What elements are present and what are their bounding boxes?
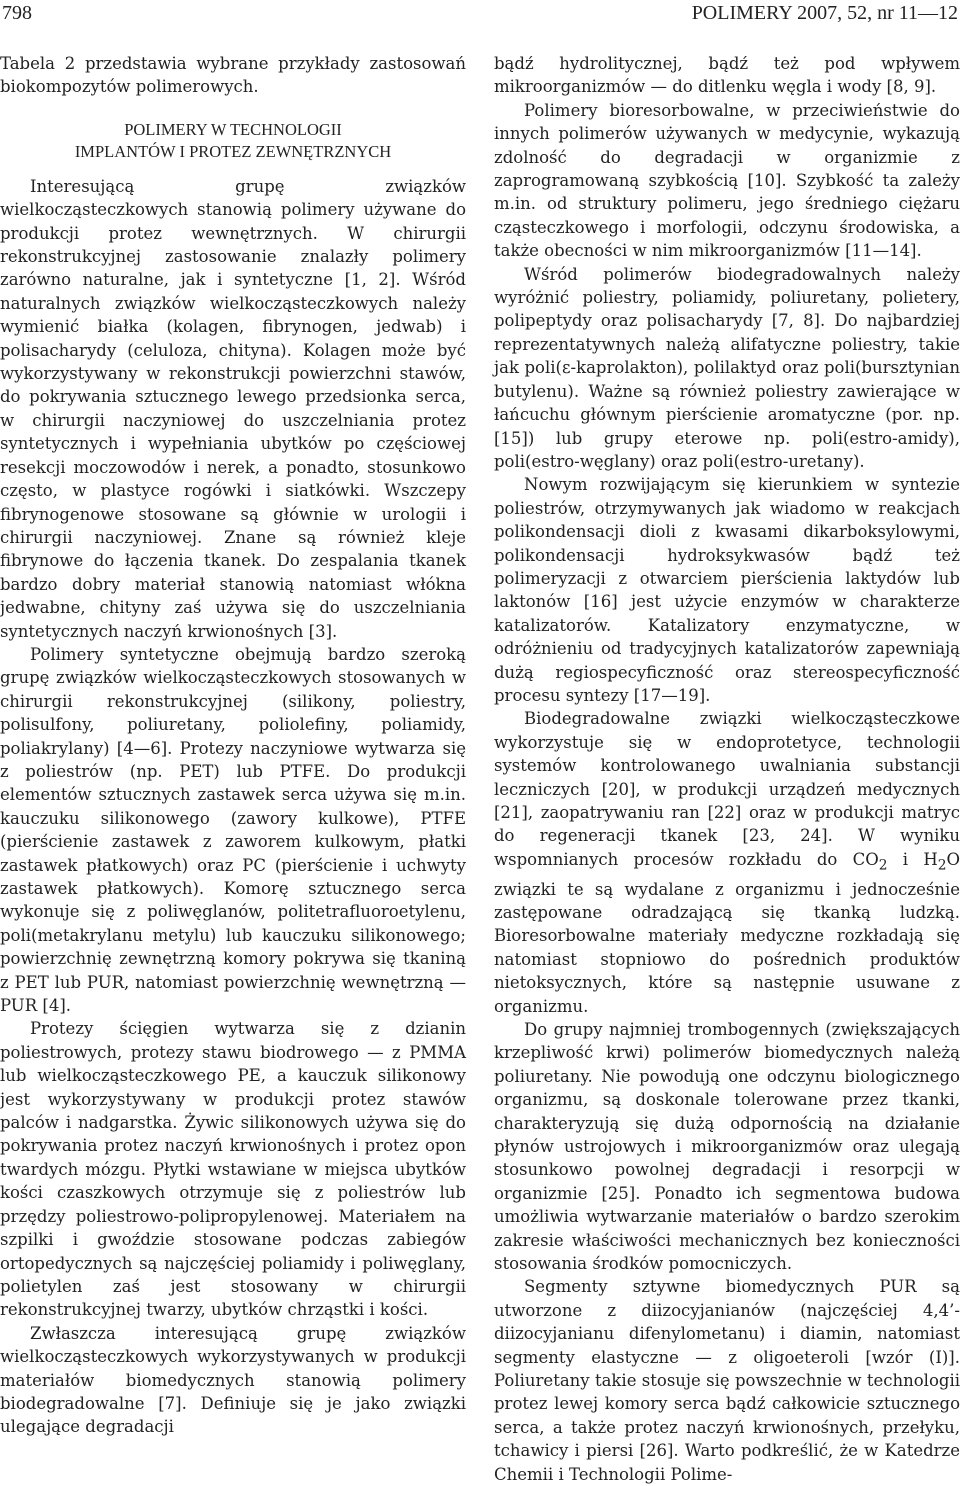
- paragraph: Nowym rozwijającym się kierunkiem w syntezie poliestrów, otrzymywanych jak wiadomo w reakcjach polikondensacji dioli z kwasami dikarboksylowymi, polikondensacji hydroksykwasów bądź też polimeryzacji z otwarciem pierścienia laktydów lub laktonów [16] jest użycie enzymów w charakterze katalizatorów. Katalizatory enzymatyczne, w odróżnieniu od tradycyjnych katalizatorów zapewniają dużą regiospecyficzność oraz stereospecyficzność procesu syntezy [17—19].: [494, 475, 960, 705]
- paragraph-text: i H: [887, 849, 938, 869]
- journal-reference: POLIMERY 2007, 52, nr 11—12: [691, 2, 958, 24]
- intro-paragraph: Tabela 2 przedstawia wybrane przykłady zastosowań biokompozytów polimerowych.: [0, 54, 466, 97]
- paragraph: Zwłaszcza interesującą grupę związków wielkocząsteczkowych wykorzystywanych w produkcji materiałów biomedycznych stanowią polimery biodegradowalne [7]. Definiuje się je jako związki ulegające degradacji: [0, 1323, 466, 1437]
- right-column: [494, 52, 960, 1486]
- section-heading-line1: POLIMERY W TECHNOLOGII: [124, 119, 342, 139]
- paragraph: Polimery syntetyczne obejmują bardzo szeroką grupę związków wielkocząsteczkowych stosowanych w chirurgii rekonstrukcyjnej (silikony, poliestry, polisulfony, poliuretany, poliolefiny, poliamidy, poliakrylany) [4—6]. Protezy naczyniowe wytwarza się z poliestrów (np. PET) lub PTFE. Do produkcji elementów sztucznych zastawek serca używa się m.in. kauczuku silikonowego (zawory kulkowe), PTFE (pierścienie zastawek z zaworem kulkowym, płatki zastawek płatkowych) oraz PC (pierścienie i uchwyty zastawek płatkowych). Komorę sztucznego serca wykonuje się z poliwęglanów, politetrafluoroetylenu, poli(metakrylanu metylu) lub kauczuku silikonowego; powierzchnię zewnętrzną komory pokrywa się tkaniną z PET lub PUR, natomiast powierzchnię wewnętrzną — PUR [4].: [0, 644, 466, 1016]
- section-heading-line2: IMPLANTÓW I PROTEZ ZEWNĘTRZNYCH: [74, 141, 392, 161]
- continued-paragraph: bądź hydrolitycznej, bądź też pod wpływem mikroorganizmów — do ditlenku węgla i wody [8, 9].: [494, 54, 960, 97]
- paragraph: Wśród polimerów biodegradowalnych należy wyróżnić poliestry, poliamidy, poliuretany, polietery, polipeptydy oraz polisacharydy [7, 8]. Do najbardziej reprezentatywnych należą alifatyczne poliestry, takie jak poli(ε-kaprolakton), polilaktyd oraz poli(bursztynian butylenu). Ważne są również poliestry zawierające w łańcuchu głównym pierścienie aromatyczne (por. np. [15]) lub grupy eterowe np. poli(estro-amidy), poli(estro-węglany) oraz poli(estro-uretany).: [494, 264, 960, 471]
- paragraph-text: Biodegradowalne związki wielkocząsteczkowe wykorzystuje się w endoprotetyce, technologii systemów kontrolowanego uwalniania substancji leczniczych [20], w produkcji urządzeń medycznych [21], zaopatrywaniu ran [22] oraz w produkcji matryc do regeneracji tkanek [23, 24]. W wyniku wspomnianych procesów rozkładu do CO: [494, 709, 960, 869]
- section-heading: [0, 119, 466, 163]
- subscript: 2: [937, 857, 947, 874]
- paragraph: [494, 707, 960, 1018]
- page-header: [0, 0, 960, 28]
- paragraph-text: O związki te są wydalane z organizmu i jednocześnie zastępowane odradzającą się tkanką ludzką. Bioresorbowalne materiały medyczne rozkładają się natomiast stopniowo do pośrednich produktów nietoksycznych, które są następnie usuwane z organizmu.: [494, 849, 960, 1016]
- paragraph: Protezy ścięgien wytwarza się z dzianin poliestrowych, protezy stawu biodrowego — z PMMA lub wielkocząsteczkowego PE, a kauczuk silikonowy jest wykorzystywany w produkcji protez stawów palców i nadgarstka. Żywic silikonowych używa się do pokrywania protez naczyń krwionośnych i protez opon twardych mózgu. Płytki wstawiane w miejsca ubytków kości czaszkowych otrzymuje się z poliestrów lub przędzy poliestrowo-polipropylenowej. Materiałem na szpilki i gwoździe stosowane podczas zabiegów ortopedycznych są najczęściej poliamidy i poliwęglany, polietylen zaś jest stosowany w chirurgii rekonstrukcyjnej twarzy, ubytków chrząstki i kości.: [0, 1019, 466, 1320]
- paragraph: Segmenty sztywne biomedycznych PUR są utworzone z diizocyjanianów (najczęściej 4,4’-diizocyjanianu difenylometanu) i diamin, natomiast segmenty elastyczne — z oligoeteroli [wzór (I)]. Poliuretany takie stosuje się powszechnie w technologii protez lewej komory serca bądź całkowicie sztucznego serca, a także protez naczyń krwionośnych, przełyku, tchawicy i piersi [26]. Warto podkreślić, że w Katedrze Chemii i Technologii Polime-: [494, 1277, 960, 1484]
- left-column: [0, 52, 466, 1439]
- subscript: 2: [878, 857, 888, 874]
- paragraph: Do grupy najmniej trombogennych (zwiększających krzepliwość krwi) polimerów biomedycznych należą poliuretany. Nie powodują one odczynu biologicznego organizmu, są doskonale tolerowane przez tkanki, charakteryzują się dużą odpornością na działanie płynów ustrojowych i mikroorganizmów oraz ulegają stosunkowo powolnej degradacji i resorpcji w organizmie [25]. Ponadto ich segmentowa budowa umożliwia wytwarzanie materiałów o bardzo szerokim zakresie właściwości mechanicznych bez konieczności stosowania środków pomocniczych.: [494, 1019, 960, 1274]
- paragraph: Polimery bioresorbowalne, w przeciwieństwie do innych polimerów używanych w medycynie, wykazują zdolność do degradacji w organizmie z zaprogramowaną szybkością [10]. Szybkość ta zależy m.in. od struktury polimeru, jego średniego ciężaru cząsteczkowego i morfologii, odczynu środowiska, a także obecności w nim mikroorganizmów [11—14].: [494, 100, 960, 261]
- paragraph: Interesującą grupę związków wielkocząsteczkowych stanowią polimery używane do produkcji protez wewnętrznych. W chirurgii rekonstrukcyjnej zastosowanie znalazły polimery zarówno naturalne, jak i syntetyczne [1, 2]. Wśród naturalnych związków wielkocząsteczkowych należy wymienić białka (kolagen, fibrynogen, jedwab) i polisacharydy (celuloza, chityna). Kolagen może być wykorzystywany w rekonstrukcji powierzchni stawów, do pokrywania sztucznego lewego przedsionka serca, w chirurgii naczyniowej do uszczelniania protez syntetycznych i wypełniania ubytków po częściowej resekcji moczowodów i nerek, a ponadto, stosunkowo często, w plastyce rogówki i siatkówki. Wszczepy fibrynogenowe stosowane są głównie w urologii i chirurgii naczyniowej. Znane są również kleje fibrynowe do łączenia tkanek. Do zespalania tkanek bardzo dobry materiał stanowią natomiast włókna jedwabne, chityny zaś używa się do uszczelniania syntetycznych naczyń krwionośnych [3].: [0, 176, 466, 641]
- page-number: 798: [2, 2, 32, 24]
